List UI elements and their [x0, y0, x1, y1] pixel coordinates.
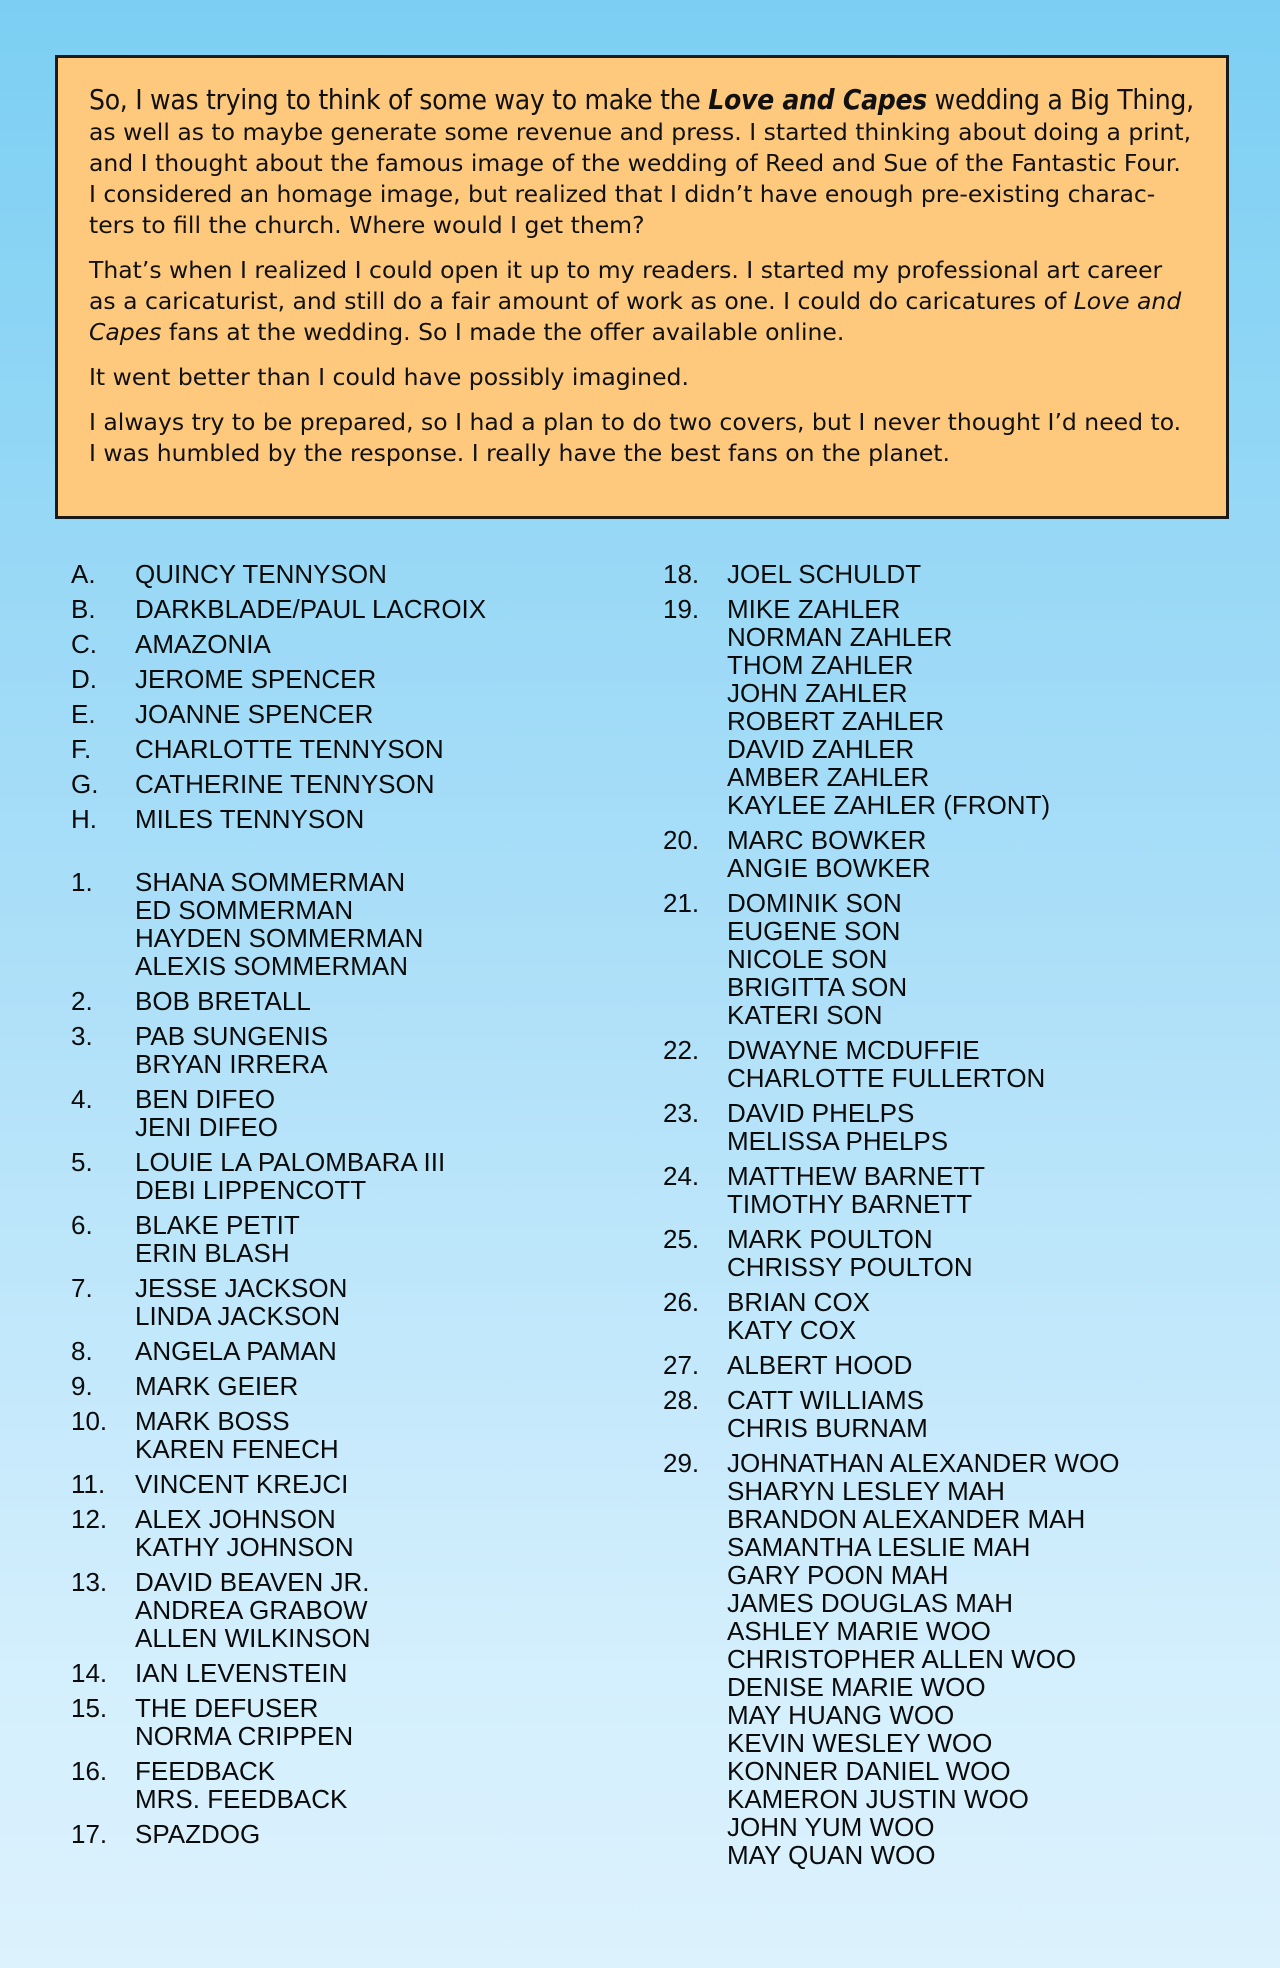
list-item [71, 735, 631, 763]
entry-names [135, 630, 271, 658]
person-name: MAY HUANG WOO [727, 1700, 955, 1730]
entry-key: 7. [71, 1273, 93, 1303]
person-name: ASHLEY MARIE WOO [727, 1616, 991, 1646]
person-name: HAYDEN SOMMERMAN [135, 923, 424, 953]
entry-key: 21. [663, 888, 700, 918]
entry-names [727, 1099, 948, 1155]
person-name: JEROME SPENCER [135, 664, 377, 694]
entry-names [135, 1211, 300, 1267]
list-item [71, 1274, 631, 1330]
entry-key: 11. [71, 1469, 106, 1499]
entry-key: 23. [663, 1098, 700, 1128]
list-item [663, 889, 1223, 1029]
person-name: CATHERINE TENNYSON [135, 769, 435, 799]
person-name: KAYLEE ZAHLER (FRONT) [727, 790, 1051, 820]
person-name: DENISE MARIE WOO [727, 1672, 986, 1702]
entry-names [135, 1820, 260, 1848]
intro-lead-line: So, I was trying to think of some way to make the Love and Capes wedding a Big Thing, [89, 83, 1194, 116]
entry-key: A. [71, 559, 96, 589]
entry-names [135, 1337, 337, 1365]
list-item [663, 1162, 1223, 1218]
entry-names [135, 1757, 347, 1813]
list-item [663, 1386, 1223, 1442]
entry-key: 13. [71, 1567, 108, 1597]
person-name: DOMINIK SON [727, 888, 902, 918]
entry-key: 27. [663, 1350, 700, 1380]
list-item [71, 1211, 631, 1267]
person-name: AMAZONIA [135, 629, 271, 659]
person-name: MARK BOSS [135, 1406, 290, 1436]
list-item [663, 1288, 1223, 1344]
list-item [71, 1757, 631, 1813]
person-name: BLAKE PETIT [135, 1210, 300, 1240]
person-name: TIMOTHY BARNETT [727, 1189, 973, 1219]
entry-names [135, 1274, 347, 1330]
entry-key: 28. [663, 1385, 700, 1415]
entry-names [727, 1036, 1045, 1092]
person-name: ALLEN WILKINSON [135, 1623, 371, 1653]
list-item [71, 1148, 631, 1204]
entry-key: B. [71, 594, 96, 624]
entry-names [727, 560, 921, 588]
person-name: DARKBLADE/PAUL LACROIX [135, 594, 487, 624]
person-name: CHARLOTTE FULLERTON [727, 1063, 1046, 1093]
entry-names [135, 1694, 353, 1750]
list-item [71, 700, 631, 728]
person-name: ANGIE BOWKER [727, 853, 931, 883]
person-name: DEBI LIPPENCOTT [135, 1175, 367, 1205]
person-name: KATERI SON [727, 1000, 883, 1030]
person-name: ALEXIS SOMMERMAN [135, 951, 409, 981]
person-name: VINCENT KREJCI [135, 1469, 349, 1499]
person-name: DAVID ZAHLER [727, 734, 915, 764]
entry-key: 1. [71, 867, 93, 897]
person-name: ANGELA PAMAN [135, 1336, 337, 1366]
list-item [663, 1351, 1223, 1379]
list-item [663, 1449, 1223, 1869]
person-name: THE DEFUSER [135, 1693, 319, 1723]
person-name: MAY QUAN WOO [727, 1840, 936, 1870]
list-item [71, 595, 631, 623]
person-name: AMBER ZAHLER [727, 762, 930, 792]
person-name: MARC BOWKER [727, 825, 927, 855]
person-name: THOM ZAHLER [727, 650, 914, 680]
person-name: DWAYNE MCDUFFIE [727, 1035, 980, 1065]
list-item [663, 1036, 1223, 1092]
entry-names [135, 1022, 328, 1078]
list-item [71, 987, 631, 1015]
person-name: SHARYN LESLEY MAH [727, 1476, 1005, 1506]
person-name: QUINCY TENNYSON [135, 559, 387, 589]
entry-key: 17. [71, 1819, 108, 1849]
entry-key: 6. [71, 1210, 93, 1240]
person-name: ED SOMMERMAN [135, 895, 354, 925]
person-name: ALBERT HOOD [727, 1350, 913, 1380]
person-name: SAMANTHA LESLIE MAH [727, 1532, 1031, 1562]
person-name: JOHNATHAN ALEXANDER WOO [727, 1448, 1120, 1478]
person-name: IAN LEVENSTEIN [135, 1658, 348, 1688]
person-name: KATHY JOHNSON [135, 1532, 354, 1562]
person-name: KATY COX [727, 1315, 857, 1345]
person-name: EUGENE SON [727, 916, 901, 946]
list-item [71, 665, 631, 693]
entry-names [727, 1225, 973, 1281]
entry-names [135, 987, 311, 1015]
entry-key: 10. [71, 1406, 108, 1436]
entry-key: 3. [71, 1021, 93, 1051]
names-list-left [71, 560, 631, 1855]
entry-names [135, 1568, 371, 1652]
person-name: BRIGITTA SON [727, 972, 908, 1002]
entry-names [135, 1085, 278, 1141]
person-name: LOUIE LA PALOMBARA III [135, 1147, 446, 1177]
person-name: KONNER DANIEL WOO [727, 1756, 1011, 1786]
person-name: MIKE ZAHLER [727, 594, 901, 624]
entry-key: G. [71, 769, 99, 799]
list-item [71, 560, 631, 588]
entry-names [135, 868, 423, 980]
entry-key: F. [71, 734, 92, 764]
list-item [71, 1659, 631, 1687]
person-name: SHANA SOMMERMAN [135, 867, 406, 897]
person-name: KAREN FENECH [135, 1434, 339, 1464]
entry-names [135, 735, 444, 763]
person-name: JAMES DOUGLAS MAH [727, 1588, 1014, 1618]
person-name: LINDA JACKSON [135, 1301, 341, 1331]
person-name: BRYAN IRRERA [135, 1049, 328, 1079]
entry-key: 29. [663, 1448, 700, 1478]
entry-names [727, 595, 1050, 819]
entry-names [727, 1351, 912, 1379]
person-name: MARK GEIER [135, 1371, 299, 1401]
entry-key: 26. [663, 1287, 700, 1317]
entry-names [135, 770, 435, 798]
entry-key: 19. [663, 594, 700, 624]
entry-key: 22. [663, 1035, 700, 1065]
list-item [71, 630, 631, 658]
person-name: JOEL SCHULDT [727, 559, 922, 589]
entry-names [135, 1407, 339, 1463]
entry-key: 4. [71, 1084, 93, 1114]
person-name: MELISSA PHELPS [727, 1126, 949, 1156]
list-item [71, 770, 631, 798]
entry-key: C. [71, 629, 97, 659]
person-name: NICOLE SON [727, 944, 888, 974]
entry-key: 24. [663, 1161, 700, 1191]
person-name: CHRISTOPHER ALLEN WOO [727, 1644, 1077, 1674]
entry-key: 12. [71, 1504, 108, 1534]
entry-names [135, 805, 364, 833]
person-name: JOHN ZAHLER [727, 678, 908, 708]
list-item [71, 1407, 631, 1463]
entry-names [135, 595, 486, 623]
entry-key: 16. [71, 1756, 108, 1786]
entry-names [135, 1148, 445, 1204]
list-item [71, 1505, 631, 1561]
person-name: ALEX JOHNSON [135, 1504, 336, 1534]
entry-key: E. [71, 699, 96, 729]
list-item [71, 1470, 631, 1498]
person-name: BRIAN COX [727, 1287, 871, 1317]
list-item [663, 1099, 1223, 1155]
list-item [71, 1568, 631, 1652]
intro-text-box [55, 55, 1229, 519]
intro-paragraph-3: It went better than I could have possibly imagined. [89, 363, 689, 391]
person-name: MATTHEW BARNETT [727, 1161, 986, 1191]
list-item [663, 595, 1223, 819]
person-name: BOB BRETALL [135, 986, 311, 1016]
entry-names [135, 1372, 298, 1400]
person-name: NORMA CRIPPEN [135, 1721, 354, 1751]
person-name: CHRISSY POULTON [727, 1252, 973, 1282]
list-item [663, 826, 1223, 882]
person-name: NORMAN ZAHLER [727, 622, 953, 652]
person-name: GARY POON MAH [727, 1560, 949, 1590]
entry-names [135, 1659, 347, 1687]
person-name: MRS. FEEDBACK [135, 1784, 348, 1814]
person-name: KEVIN WESLEY WOO [727, 1728, 993, 1758]
list-item [71, 868, 631, 980]
list-item [71, 1085, 631, 1141]
entry-key: 2. [71, 986, 93, 1016]
comic-title: Love and Capes [708, 83, 927, 116]
person-name: FEEDBACK [135, 1756, 276, 1786]
list-item [71, 1337, 631, 1365]
person-name: JESSE JACKSON [135, 1273, 348, 1303]
entry-names [135, 1470, 348, 1498]
list-item [71, 1372, 631, 1400]
list-item [71, 805, 631, 833]
entry-key: 18. [663, 559, 700, 589]
list-item [663, 1225, 1223, 1281]
intro-paragraph-4: I always try to be prepared, so I had a plan to do two covers, but I never thought I’d need to. I was humbled by the response. I really have the best fans on the planet. [89, 408, 1182, 467]
entry-key: 8. [71, 1336, 93, 1366]
person-name: ROBERT ZAHLER [727, 706, 945, 736]
person-name: CATT WILLIAMS [727, 1385, 924, 1415]
intro-paragraph-2: That’s when I realized I could open it up to my readers. I started my professional art career as a caricaturist, and still do a fair amount of work as one. I could do caricatures of Love and Capes fans at the wedding. So I made the offer available online. [89, 256, 1182, 346]
person-name: JOANNE SPENCER [135, 699, 374, 729]
person-name: MARK POULTON [727, 1224, 933, 1254]
list-item [71, 1022, 631, 1078]
person-name: DAVID PHELPS [727, 1098, 915, 1128]
entry-key: 25. [663, 1224, 700, 1254]
names-list-right [663, 560, 1223, 1876]
person-name: ERIN BLASH [135, 1238, 290, 1268]
person-name: KAMERON JUSTIN WOO [727, 1784, 1029, 1814]
entry-key: 9. [71, 1371, 93, 1401]
person-name: CHARLOTTE TENNYSON [135, 734, 444, 764]
person-name: SPAZDOG [135, 1819, 261, 1849]
entry-key: H. [71, 804, 97, 834]
person-name: CHRIS BURNAM [727, 1413, 928, 1443]
entry-names [135, 665, 376, 693]
entry-names [727, 1162, 985, 1218]
entry-names [727, 1288, 870, 1344]
entry-key: 20. [663, 825, 700, 855]
list-item [71, 1820, 631, 1848]
entry-names [727, 826, 931, 882]
entry-names [727, 889, 907, 1029]
person-name: MILES TENNYSON [135, 804, 365, 834]
person-name: PAB SUNGENIS [135, 1021, 329, 1051]
entry-key: 5. [71, 1147, 93, 1177]
person-name: JOHN YUM WOO [727, 1812, 935, 1842]
list-item [71, 1694, 631, 1750]
entry-key: D. [71, 664, 97, 694]
entry-names [135, 700, 373, 728]
person-name: BRANDON ALEXANDER MAH [727, 1504, 1086, 1534]
entry-names [135, 560, 387, 588]
person-name: JENI DIFEO [135, 1112, 279, 1142]
entry-names [135, 1505, 354, 1561]
intro-paragraph-1: So, I was trying to think of some way to make the Love and Capes wedding a Big Thing, as well as to maybe generate some revenue and press. I started thinking about doing a print, and I thought about the famous image of the wedding of Reed and Sue of the Fantastic Four. I considered an homage image, but realized that I didn’t have enough pre-existing charac-ters to fill the church. Where would I get them? [89, 83, 1194, 239]
entry-names [727, 1386, 928, 1442]
person-name: ANDREA GRABOW [135, 1595, 368, 1625]
list-item [663, 560, 1223, 588]
entry-key: 15. [71, 1693, 108, 1723]
comic-title: Love and Capes [89, 287, 1182, 346]
entry-key: 14. [71, 1658, 108, 1688]
person-name: DAVID BEAVEN JR. [135, 1567, 370, 1597]
entry-names [727, 1449, 1119, 1869]
person-name: BEN DIFEO [135, 1084, 276, 1114]
